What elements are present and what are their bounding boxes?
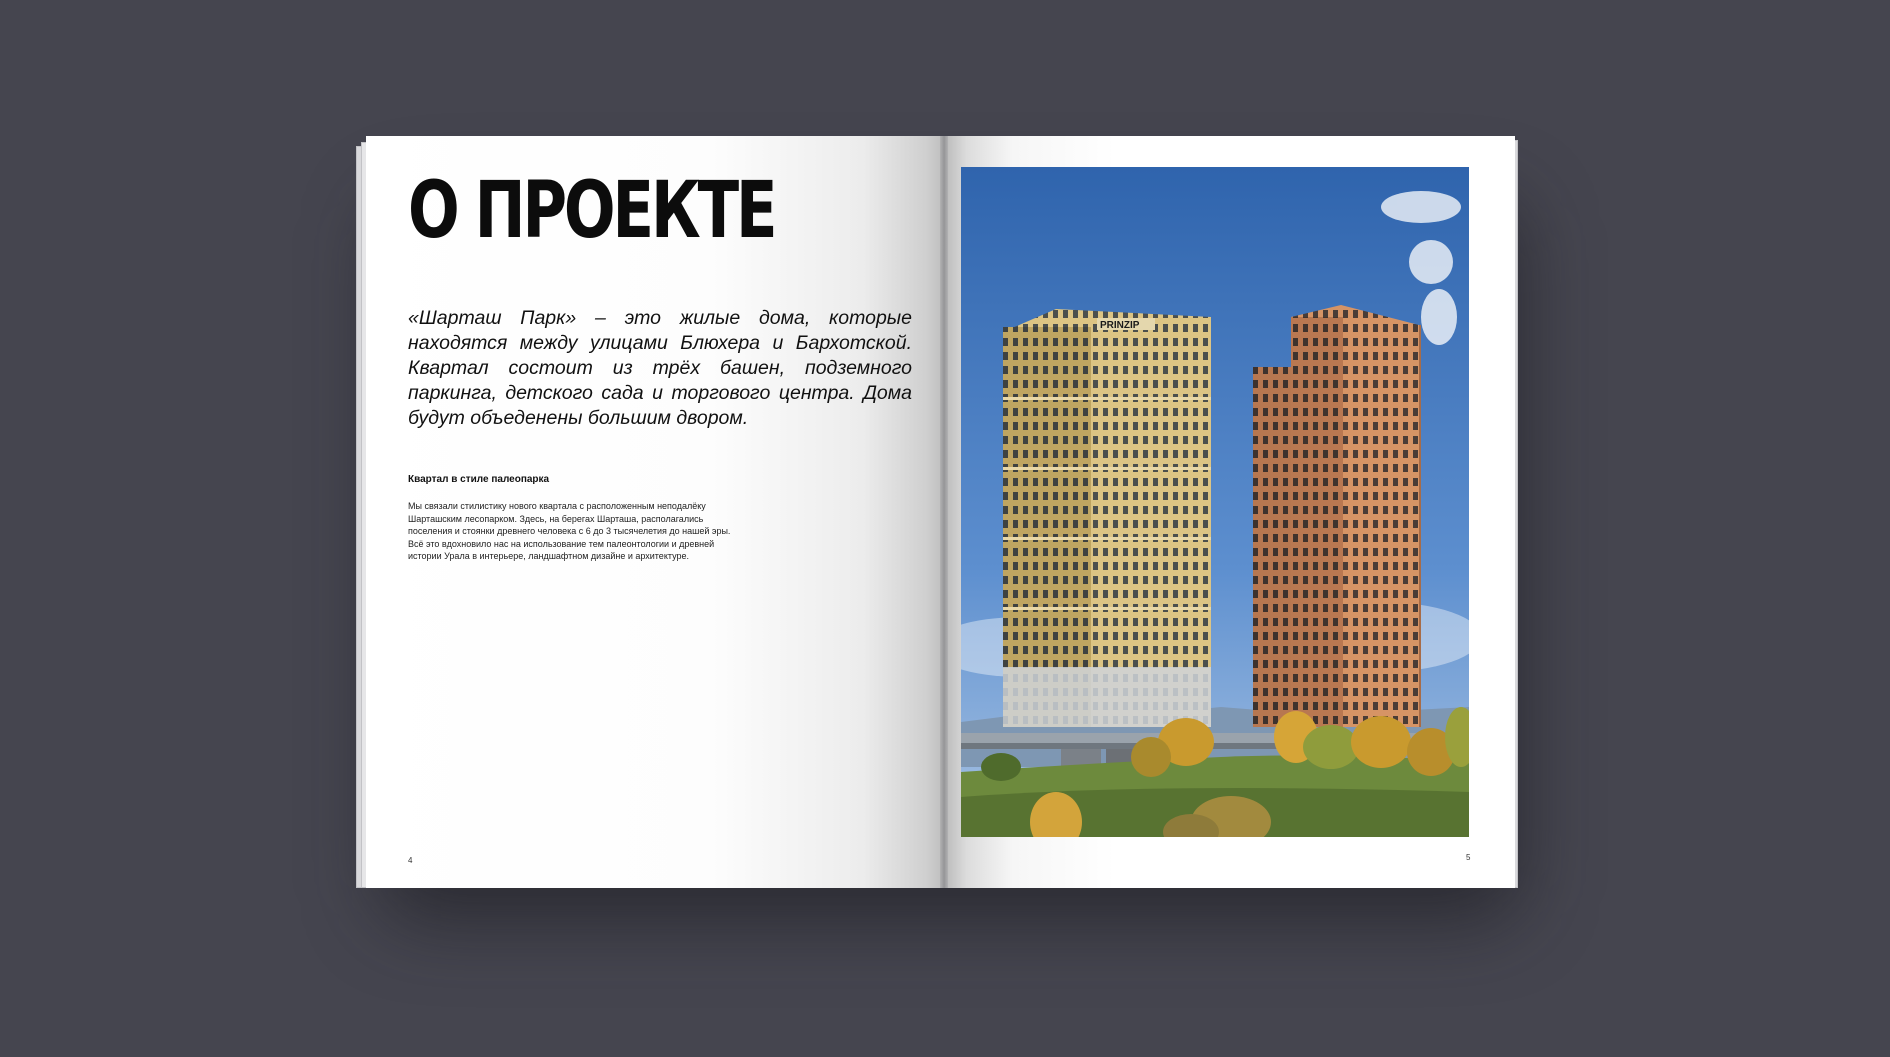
book-spine [940,136,948,888]
prinzip-logo: PRINZIP [1100,320,1140,331]
body-paragraph: Мы связали стилистику нового квартала с расположенным неподалёку Шарташским лесопарком. Здесь, на берегах Шарташа, располагались поселения и стоянки древнего человека с 6 до 3 тысячелетия до нашей эры. Всё это вдохновило нас на использование тем палеонтологии и древней истории Урала в интерьере, ландшафтном дизайне и архитектуре. [408,501,731,561]
tower-left [1003,309,1211,727]
towers-render [961,167,1469,837]
page-number-left: 4 [408,856,413,865]
building-illustration [961,167,1469,837]
section-title: Квартал в стиле палеопарка [408,474,550,485]
lead-paragraph: «Шарташ Парк» – это жилые дома, которые находятся между улицами Блюхера и Бархотской. Квартал состоит из трёх башен, подземного паркинга, детского сада и торгового центра. Дома будут объеденены большим двором. [408,307,912,429]
left-page [366,136,944,888]
right-page [944,136,1515,888]
page-number-right: 5 [1466,853,1471,862]
page-title: О ПРОЕКТЕ [408,166,775,256]
tower-right [1291,305,1421,727]
